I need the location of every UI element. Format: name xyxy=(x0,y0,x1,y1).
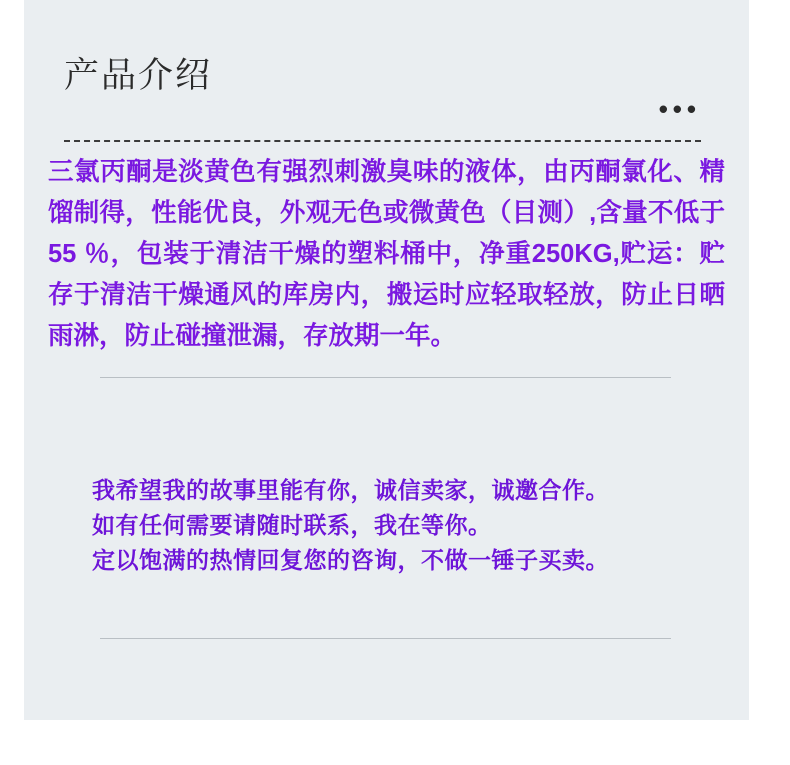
card-content xyxy=(48,0,725,720)
promo-line: 定以饱满的热情回复您的咨询，不做一锤子买卖。 xyxy=(92,547,609,573)
promo-divider xyxy=(100,638,671,639)
product-intro-card xyxy=(24,0,749,720)
page-title: 产品介绍 xyxy=(64,56,213,95)
promo-block xyxy=(92,473,701,578)
description-divider xyxy=(100,377,671,378)
promo-line: 如有任何需要请随时联系，我在等你。 xyxy=(92,512,492,538)
promo-line: 我希望我的故事里能有你，诚信卖家，诚邀合作。 xyxy=(92,477,609,503)
more-options-icon[interactable]: ••• xyxy=(658,94,701,124)
title-divider xyxy=(64,140,701,142)
product-description: 三氯丙酮是淡黄色有强烈刺激臭味的液体，由丙酮氯化、精馏制得，性能优良，外观无色或微黄色（目测）,含量不低于55 ％，包装于清洁干燥的塑料桶中，净重250KG,贮运：贮存于清洁干燥通风的库房内，搬运时应轻取轻放，防止日晒雨淋，防止碰撞泄漏，存放期一年。 xyxy=(48,158,725,350)
header-row xyxy=(64,0,709,124)
